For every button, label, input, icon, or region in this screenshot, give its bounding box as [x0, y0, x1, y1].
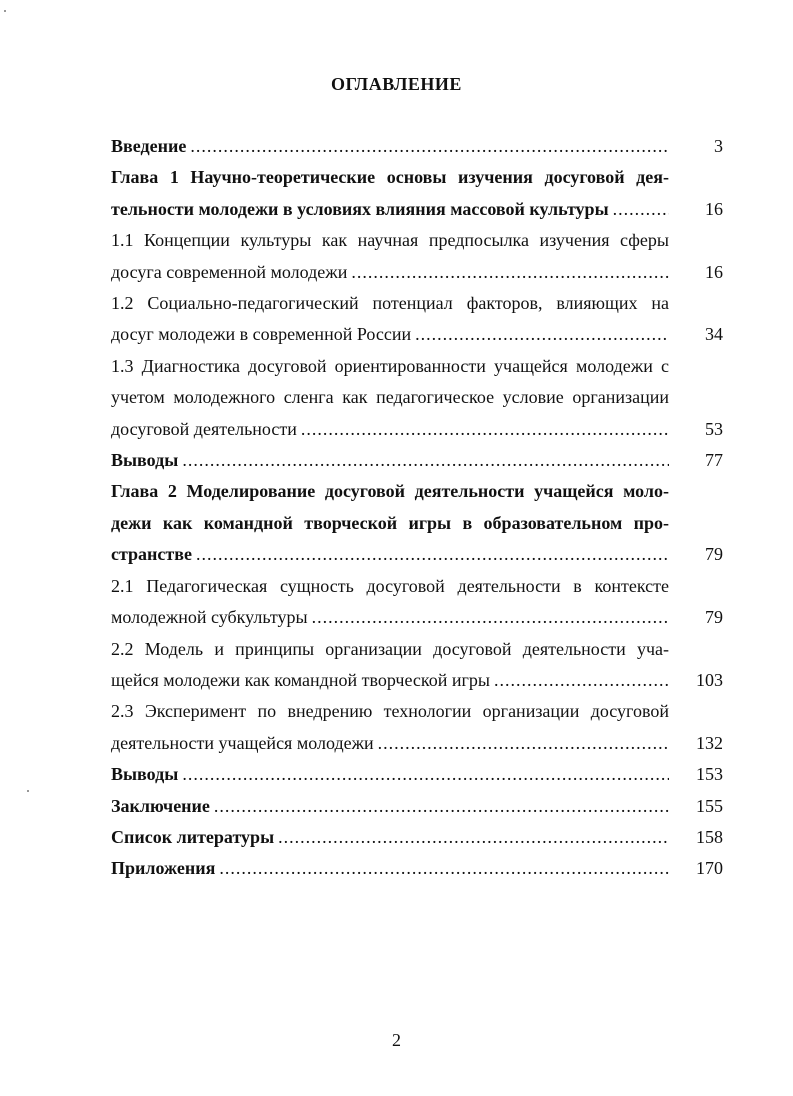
toc-page-number: 158 — [696, 826, 723, 847]
toc-entry-line — [111, 759, 669, 790]
toc-entry — [111, 131, 723, 162]
toc-entry-line — [111, 445, 669, 476]
toc-page-number: 34 — [705, 324, 723, 345]
toc-entry-text: молодежной субкультуры — [111, 607, 308, 628]
toc-entry-title — [111, 822, 677, 853]
toc-entry-title — [111, 445, 677, 476]
toc-entry-text: Введение — [111, 136, 187, 156]
toc-entry-title — [111, 791, 677, 822]
dot-leader — [214, 791, 669, 822]
toc-page-number: 153 — [696, 764, 723, 785]
toc-entry-line — [111, 414, 669, 445]
dot-leader — [301, 414, 669, 445]
toc-entry — [111, 853, 723, 884]
toc-entry-title — [111, 288, 677, 351]
toc-entry-text: Приложения — [111, 858, 216, 879]
toc-entry-text: Выводы — [111, 764, 179, 785]
toc-entry-title — [111, 853, 677, 884]
toc-entry-text: досуговой деятельности — [111, 418, 297, 439]
toc-entry-text: досуга современной молодежи — [111, 261, 348, 282]
dot-leader — [494, 665, 669, 696]
toc-entry — [111, 476, 723, 570]
toc-entry-line — [111, 853, 669, 884]
dot-leader — [415, 319, 669, 350]
toc-entry-line — [111, 194, 669, 225]
dot-leader — [190, 131, 669, 162]
toc-entry-line: дежи как командной творческой игры в образовательном про- — [111, 512, 669, 533]
toc-entry — [111, 162, 723, 225]
toc-entry-text: Заключение — [111, 795, 210, 816]
toc-entry — [111, 571, 723, 634]
toc-entry — [111, 351, 723, 445]
toc-entry — [111, 696, 723, 759]
toc-entry-line — [111, 822, 669, 853]
dot-leader — [351, 257, 669, 288]
toc-entry-title — [111, 634, 677, 697]
toc-page-number: 79 — [705, 544, 723, 565]
toc-entry-line: 1.3 Диагностика досуговой ориентированности учащейся молодежи с — [111, 355, 669, 376]
toc-entry-line — [111, 602, 669, 633]
page-number: 2 — [392, 1030, 401, 1050]
toc-entry — [111, 445, 723, 476]
toc-entry — [111, 634, 723, 697]
toc-page-number: 79 — [705, 607, 723, 628]
table-of-contents — [111, 131, 723, 885]
toc-entry — [111, 288, 723, 351]
toc-entry-line: Глава 2 Моделирование досуговой деятельности учащейся моло- — [111, 481, 669, 502]
toc-entry-line — [111, 319, 669, 350]
toc-entry-line: 2.1 Педагогическая сущность досуговой деятельности в контексте — [111, 575, 669, 596]
dot-leader — [196, 539, 669, 570]
toc-entry-line — [111, 728, 669, 759]
toc-entry-line — [111, 131, 669, 162]
toc-entry-line — [111, 791, 669, 822]
toc-entry-title — [111, 131, 677, 162]
toc-entry-line: 2.3 Эксперимент по внедрению технологии организации досуговой — [111, 701, 669, 722]
toc-entry-line — [111, 539, 669, 570]
scan-speck — [4, 10, 6, 12]
toc-page-number: 16 — [705, 261, 723, 282]
toc-page-number: 155 — [696, 795, 723, 816]
toc-entry-line: Глава 1 Научно-теоретические основы изучения досуговой дея- — [111, 167, 669, 188]
toc-entry-text: Выводы — [111, 450, 179, 471]
toc-page-number: 170 — [696, 858, 723, 879]
dot-leader — [219, 853, 669, 884]
toc-page-number: 77 — [705, 450, 723, 471]
dot-leader — [182, 445, 669, 476]
toc-page-number: 53 — [705, 418, 723, 439]
toc-entry-title — [111, 225, 677, 288]
dot-leader — [613, 194, 669, 225]
toc-entry-line: 1.1 Концепции культуры как научная предпосылка изучения сферы — [111, 230, 669, 251]
dot-leader — [182, 759, 669, 790]
toc-entry-text: Список литературы — [111, 826, 275, 847]
toc-entry-title — [111, 476, 677, 570]
toc-entry-line: 1.2 Социально-педагогический потенциал факторов, влияющих на — [111, 293, 669, 314]
toc-entry-title — [111, 759, 677, 790]
dot-leader — [312, 602, 669, 633]
toc-page-number: 103 — [696, 669, 723, 690]
toc-entry-title — [111, 696, 677, 759]
toc-entry-text: тельности молодежи в условиях влияния массовой культуры — [111, 198, 609, 219]
toc-entry — [111, 225, 723, 288]
toc-entry-line: 2.2 Модель и принципы организации досуговой деятельности уча- — [111, 638, 669, 659]
toc-entry-text: странстве — [111, 544, 192, 565]
toc-entry — [111, 822, 723, 853]
toc-entry — [111, 791, 723, 822]
toc-page-number: 3 — [714, 136, 723, 156]
toc-entry-line: учетом молодежного сленга как педагогическое условие организации — [111, 387, 669, 408]
toc-page-number: 16 — [705, 198, 723, 219]
toc-entry-line — [111, 257, 669, 288]
toc-entry — [111, 759, 723, 790]
toc-entry-title — [111, 571, 677, 634]
scan-speck — [27, 790, 29, 792]
page-title: ОГЛАВЛЕНИЕ — [331, 74, 462, 94]
toc-entry-title — [111, 351, 677, 445]
toc-page-number: 132 — [696, 732, 723, 753]
toc-entry-title — [111, 162, 677, 225]
toc-entry-text: щейся молодежи как командной творческой игры — [111, 669, 490, 690]
toc-entry-line — [111, 665, 669, 696]
toc-entry-text: досуг молодежи в современной России — [111, 324, 412, 345]
dot-leader — [278, 822, 669, 853]
toc-entry-text: деятельности учащейся молодежи — [111, 732, 374, 753]
dot-leader — [378, 728, 669, 759]
